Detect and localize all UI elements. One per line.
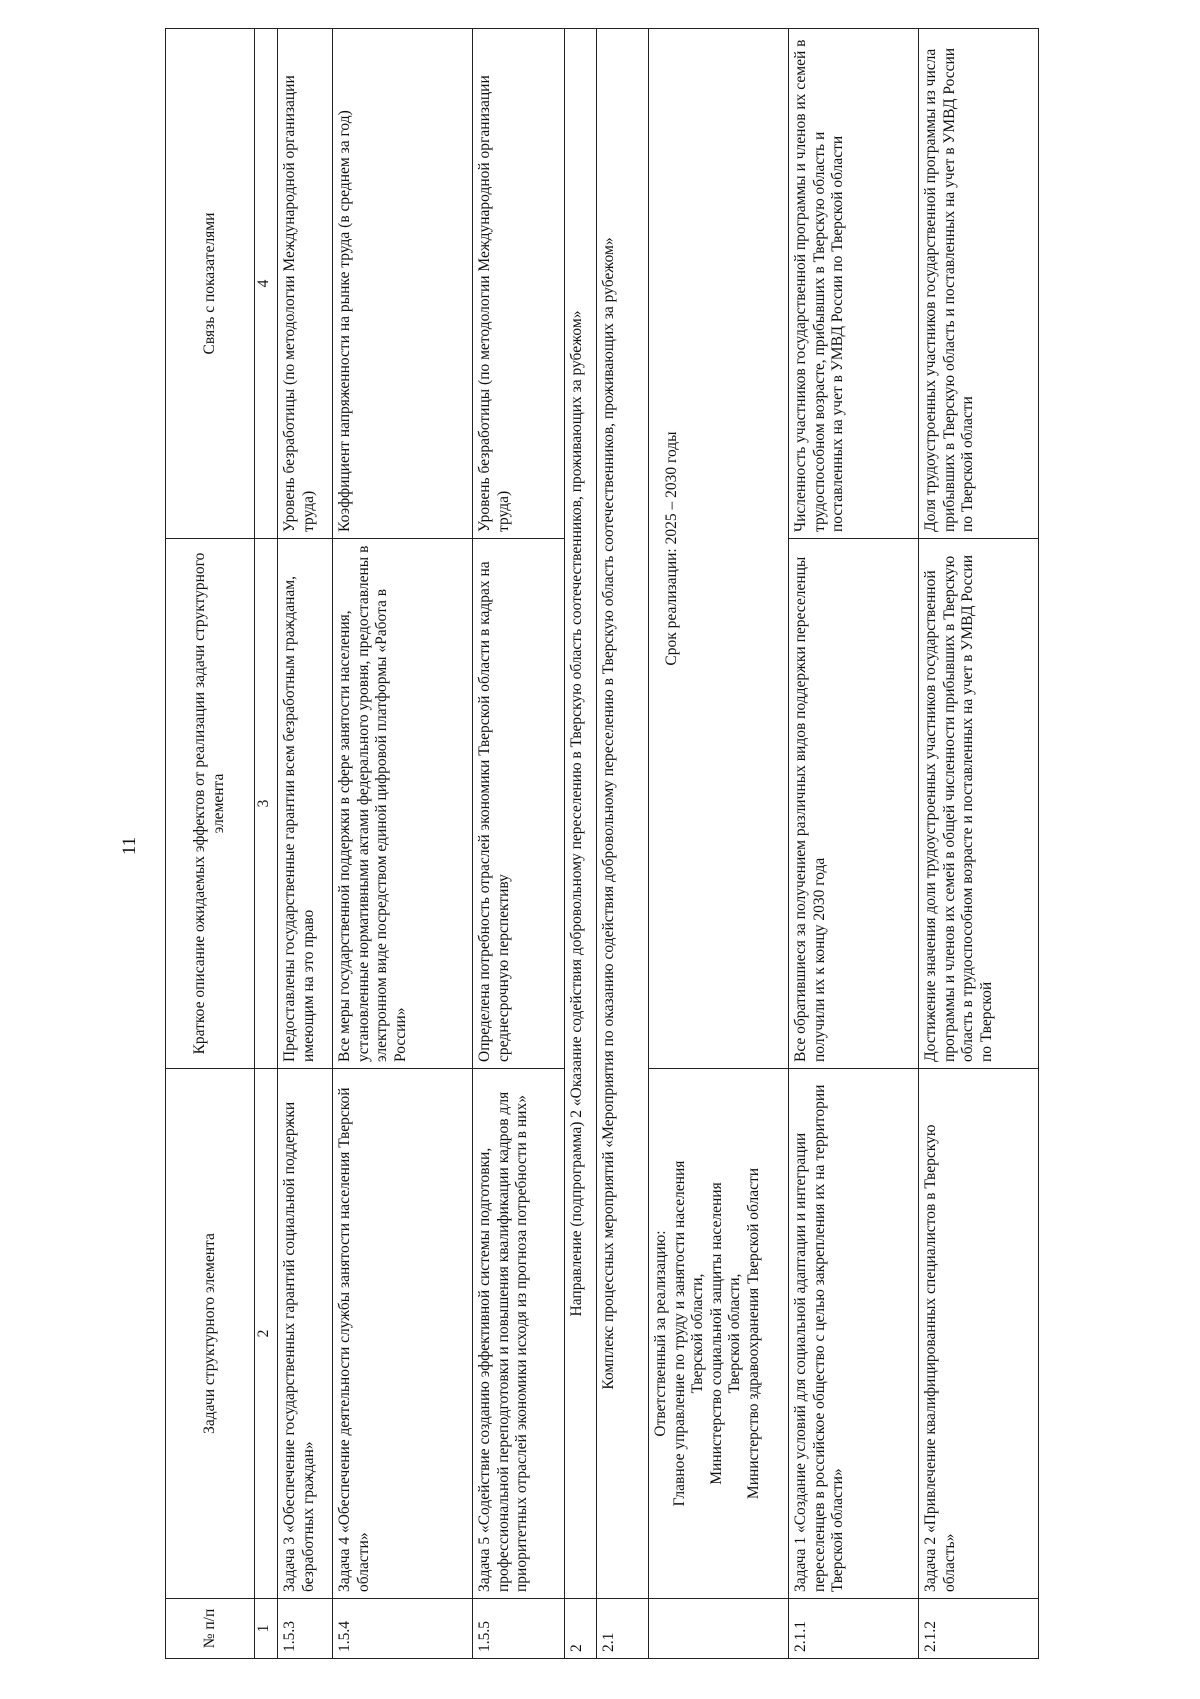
effect-cell: Предоставлены государственные гарантии всем безработным гражданам, имеющим на это право (278, 539, 333, 1069)
row-number: 1.5.5 (473, 1599, 565, 1659)
row-number: 2.1.2 (919, 1599, 1039, 1659)
rotated-table-sheet (165, 29, 1185, 1659)
table-row-complex (597, 29, 649, 1659)
effect-cell: Все меры государственной поддержки в сфере занятости населения, установленные нормативными актами федерального уровня, предоставлены в электронном виде посредством единой цифровой платформы «Работа в России» (333, 539, 473, 1069)
row-number: 1.5.4 (333, 1599, 473, 1659)
table-row (278, 29, 333, 1659)
task-cell: Задача 5 «Содействие созданию эффективной системы подготовки, профессиональной переподготовки и повышения квалификации кадров для приоритетных отраслей экономики исходя из прогноза потребности в них» (473, 1069, 565, 1599)
row-number: 1.5.3 (278, 1599, 333, 1659)
indicator-cell: Доля трудоустроенных участников государственной программы из числа прибывших в Тверскую область и поставленных на учет в УМВД России по Тверской области (919, 29, 1039, 539)
table-row (333, 29, 473, 1659)
effect-cell: Достижение значения доли трудоустроенных участников государственной программы и членов их семей в общей численности прибывших в Тверскую область в трудоспособном возрасте и поставленных на учет в УМВД России по Тверской (919, 539, 1039, 1069)
table-header-row (166, 29, 255, 1659)
header-effects: Краткое описание ожидаемых эффектов от реализации задачи структурного элемента (166, 539, 255, 1069)
table-row (789, 29, 919, 1659)
table-row (473, 29, 565, 1659)
complex-title: Комплекс процессных мероприятий «Мероприятия по оказанию содействия добровольному переселению в Тверскую область соотечественников, проживающих за рубежом» (597, 29, 649, 1599)
page-number: 11 (119, 836, 140, 856)
row-number: 2.1 (597, 1599, 649, 1659)
responsible-line: Министерство здравоохранения Тверской области (744, 1167, 762, 1500)
effect-cell: Все обратившиеся за получением различных видов поддержки переселенцы получили их к концу 2030 года (789, 539, 919, 1069)
responsible-title: Ответственный за реализацию: (652, 1230, 669, 1437)
table-row-responsible (649, 29, 789, 1659)
task-cell: Задача 3 «Обеспечение государственных гарантий социальной поддержки безработных граждан» (278, 1069, 333, 1599)
effect-cell: Определена потребность отраслей экономики Тверской области в кадрах на среднесрочную перспективу (473, 539, 565, 1069)
indicator-cell: Уровень безработицы (по методологии Международной организации труда) (473, 29, 565, 539)
tasks-table (165, 28, 1039, 1659)
row-number: 2.1.1 (789, 1599, 919, 1659)
responsible-line: Главное управление по труду и занятости населения (670, 1160, 688, 1507)
term-cell: Срок реализации: 2025 – 2030 годы (649, 29, 789, 1069)
task-cell: Задача 4 «Обеспечение деятельности службы занятости населения Тверской области» (333, 1069, 473, 1599)
index-cell: 2 (255, 1069, 278, 1599)
responsible-cell (649, 1069, 789, 1599)
index-cell: 4 (255, 29, 278, 539)
indicator-cell: Коэффициент напряженности на рынке труда (в среднем за год) (333, 29, 473, 539)
empty-cell (649, 1599, 789, 1659)
direction-title: Направление (подпрограмма) 2 «Оказание содействия добровольному переселению в Тверскую область соотечественников, проживающих за рубежом» (565, 29, 597, 1599)
table-index-row (255, 29, 278, 1659)
responsible-line: Министерство социальной защиты населения (707, 1182, 725, 1485)
responsible-line: Тверской области, (689, 1273, 707, 1394)
indicator-cell: Уровень безработицы (по методологии Международной организации труда) (278, 29, 333, 539)
indicator-cell: Численность участников государственной программы и членов их семей в трудоспособном возрасте, прибывших в Тверскую область и поставленных на учет в УМВД России по Тверской области (789, 29, 919, 539)
header-tasks: Задачи структурного элемента (166, 1069, 255, 1599)
header-links: Связь с показателями (166, 29, 255, 539)
index-cell: 1 (255, 1599, 278, 1659)
row-number: 2 (565, 1599, 597, 1659)
task-cell: Задача 1 «Создание условий для социальной адаптации и интеграции переселенцев в российское общество с целью закрепления их на территории Тверской области» (789, 1069, 919, 1599)
responsible-line: Тверской области, (726, 1273, 744, 1394)
table-row-direction (565, 29, 597, 1659)
index-cell: 3 (255, 539, 278, 1069)
table-row (919, 29, 1039, 1659)
header-num: № п/п (166, 1599, 255, 1659)
task-cell: Задача 2 «Привлечение квалифицированных специалистов в Тверскую область» (919, 1069, 1039, 1599)
